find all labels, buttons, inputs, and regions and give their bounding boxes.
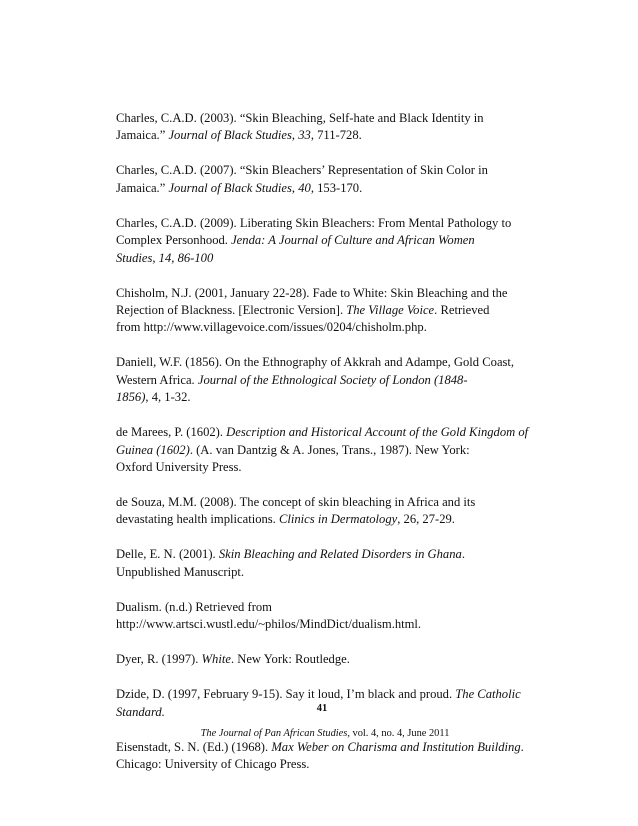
reference-text: Rejection of Blackness. [Electronic Version]. [116, 303, 347, 318]
reference-text: . New York: Routledge. [230, 652, 350, 667]
reference-entry [116, 354, 526, 406]
reference-entry [116, 546, 526, 581]
reference-text: . [461, 547, 465, 562]
reference-line [116, 162, 526, 179]
reference-italic-text: Journal of Black Studies, 40 [168, 180, 311, 195]
reference-line [116, 232, 526, 249]
reference-line [116, 127, 526, 144]
reference-italic-text: Clinics in Dermatology [278, 512, 398, 527]
reference-text: Delle, E. N. (2001). [116, 547, 219, 562]
reference-italic-text: The Catholic [455, 687, 521, 702]
reference-entry [116, 651, 526, 668]
reference-line [116, 651, 526, 668]
reference-text: , 4, 1-32. [145, 390, 191, 405]
reference-line [116, 215, 526, 232]
reference-line [116, 494, 526, 511]
reference-text: Complex Personhood. [116, 233, 232, 248]
reference-entry [116, 215, 526, 267]
reference-text: Chicago: University of Chicago Press. [116, 757, 310, 772]
reference-entry [116, 162, 526, 197]
reference-italic-text: Max Weber on Charisma and Institution Building [271, 739, 521, 754]
page-number: 41 [316, 703, 328, 714]
reference-line [116, 616, 526, 633]
reference-italic-text: Description and Historical Account of the Gold Kingdom of [226, 425, 529, 440]
reference-text: Unpublished Manuscript. [116, 564, 245, 579]
reference-text: . [520, 739, 524, 754]
reference-line [116, 372, 526, 389]
reference-text: http://www.artsci.wustl.edu/~philos/MindDict/dualism.html. [116, 617, 422, 632]
journal-issue-details: , vol. 4, no. 4, June 2011 [347, 728, 450, 739]
reference-line [116, 180, 526, 197]
reference-italic-text: The Village Voice [346, 303, 435, 318]
reference-entry [116, 599, 526, 634]
reference-line [116, 546, 526, 563]
reference-text: Chisholm, N.J. (2001, January 22-28). Fade to White: Skin Bleaching and the [116, 285, 508, 300]
reference-text: Charles, C.A.D. (2009). Liberating Skin Bleachers: From Mental Pathology to [116, 215, 512, 230]
reference-italic-text: White [201, 652, 231, 667]
reference-italic-text: Journal of the Ethnological Society of London (1848- [197, 372, 468, 387]
reference-italic-text: 1856) [116, 390, 146, 405]
reference-italic-text: Studies, 14, 86-100 [116, 250, 214, 265]
reference-line [116, 319, 526, 336]
reference-text: Jamaica.” [116, 128, 169, 143]
reference-text: . Retrieved [434, 303, 490, 318]
reference-line [116, 424, 529, 441]
reference-text: . (A. van Dantzig & A. Jones, Trans., 1987). New York: [189, 442, 470, 457]
reference-line [116, 110, 526, 127]
reference-italic-text: Jenda: A Journal of Culture and African Women [231, 233, 475, 248]
reference-entry [116, 285, 526, 337]
reference-text: Eisenstadt, S. N. (Ed.) (1968). [116, 739, 272, 754]
reference-text: Charles, C.A.D. (2003). “Skin Bleaching, Self-hate and Black Identity in [116, 111, 484, 125]
reference-line [116, 442, 526, 459]
reference-text: de Souza, M.M. (2008). The concept of skin bleaching in Africa and its [116, 495, 476, 510]
reference-text: Charles, C.A.D. (2007). “Skin Bleachers’ Representation of Skin Color in [116, 163, 488, 178]
reference-line [116, 686, 526, 703]
reference-italic-text: Standard. [116, 704, 165, 719]
journal-footer [6, 728, 638, 739]
reference-text: Daniell, W.F. (1856). On the Ethnography of Akkrah and Adampe, Gold Coast, [116, 355, 515, 370]
reference-italic-text: Guinea (1602) [116, 442, 190, 457]
reference-line [116, 511, 526, 528]
reference-line [116, 756, 526, 773]
reference-entry [116, 739, 526, 774]
reference-text: , 26, 27-29. [397, 512, 455, 527]
reference-list [116, 110, 529, 791]
reference-line [116, 389, 526, 406]
reference-line [116, 250, 526, 267]
reference-text: , 711-728. [310, 128, 362, 143]
reference-text: Western Africa. [116, 372, 198, 387]
reference-line [116, 302, 526, 319]
reference-text: Dualism. (n.d.) Retrieved from [116, 599, 272, 614]
reference-line [116, 739, 526, 756]
reference-text: Dyer, R. (1997). [116, 652, 202, 667]
reference-line [116, 599, 526, 616]
reference-italic-text: Skin Bleaching and Related Disorders in Ghana [218, 547, 462, 562]
reference-line [116, 285, 526, 302]
reference-line [116, 459, 526, 476]
reference-text: Dzide, D. (1997, February 9-15). Say it loud, I’m black and proud. [116, 687, 456, 702]
reference-italic-text: Journal of Black Studies, 33 [168, 128, 311, 143]
journal-title: The Journal of Pan African Studies [200, 728, 348, 739]
reference-entry [116, 110, 526, 145]
reference-text: , 153-170. [310, 180, 363, 195]
reference-entry [116, 424, 529, 476]
reference-line [116, 564, 526, 581]
reference-text: devastating health implications. [116, 512, 279, 527]
reference-line [116, 354, 526, 371]
reference-entry [116, 494, 526, 529]
reference-text: Jamaica.” [116, 180, 169, 195]
reference-text: from http://www.villagevoice.com/issues/0204/chisholm.php. [116, 320, 427, 335]
reference-text: de Marees, P. (1602). [116, 425, 227, 440]
reference-text: Oxford University Press. [116, 460, 242, 475]
